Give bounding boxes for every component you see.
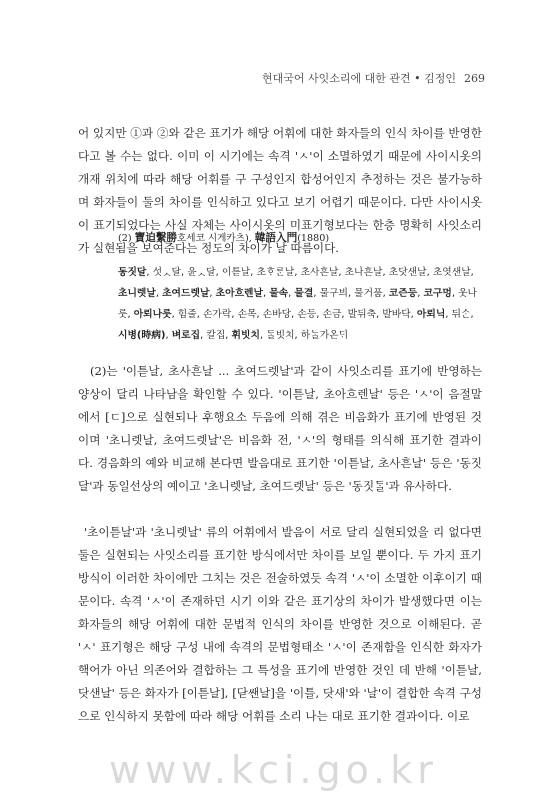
example-source-plain: 호세코 시게카츠),	[177, 233, 252, 244]
example-word: , 섯ᆺ달, 윤ᆺ달, 이튿날, 초ᄒᆞᄅᆞᆫ날, 초사흔날, 초나흔날, 초닷샌날, 초엿샌날,	[146, 267, 474, 278]
example-book-title: 韓語入門	[254, 232, 298, 244]
example-word-bold: 아뢰나룻	[133, 309, 172, 320]
example-word: , 물구븨, 물거품,	[313, 288, 389, 299]
example-year: (1880)	[297, 233, 330, 244]
example-word: ,	[262, 288, 270, 299]
example-word: , ᄃᆞᆯ빗치, 하ᄂᆞᆯ가온ᄃᆡ	[259, 330, 349, 341]
example-word: ,	[417, 288, 424, 299]
example-word: , 칼집,	[200, 330, 232, 341]
paragraph-1: 어 있지만 ①과 ②와 같은 표기가 해당 어휘에 대한 화자들의 인식 차이를 반영한다고 볼 수는 없다. 이미 이 시기에는 속격 'ㅅ'이 소멸하였기 때문에 사이시옷의 개재 위치에 따라 해당 어휘를 구 구성인지 합성어인지 추정하는 것은 불가능하며 화자들이 둘의 차이를 인식하고 있다고 보기 어렵기 때문이다. 다만 사이시옷이 표기되었다는 사실 자체는 사이시옷의 미표기형보다는 한층 명확히 사잇소리가 실현됨을 보여준다는 정도의 차이가 날 따름이다.	[78, 126, 482, 255]
example-word-bold: 초아흐렌날	[215, 288, 263, 299]
example-word: , 웃나룻,	[118, 288, 477, 320]
example-word-bold: 벼로집	[171, 330, 201, 341]
example-word: ,	[155, 288, 163, 299]
example-word-bold: 초니렛날	[118, 288, 156, 299]
example-source-bold: 寶迫繫勝	[134, 232, 178, 244]
example-word-list	[118, 262, 484, 346]
paragraph-3: '초이튿날'과 '초니렛날' 류의 어휘에서 발음이 서로 달리 실현되었을 리 없다면 둘은 실현되는 사잇소리를 표기한 방식에서만 차이를 보일 뿐이다. 두 가지 표기 방식이 이러한 차이에만 그치는 것은 전술하였듯 속격 'ㅅ'이 소멸한 이후이기 때문이다. 속격 'ㅅ'이 존재하던 시기 이와 같은 표기상의 차이가 발생했다면 이는 화자들의 해당 어휘에 대한 문법적 인식의 차이를 반영한 것으로 이해된다. 곧 'ㅅ' 표기형은 해당 구성 내에 속격의 문법형태소 'ㅅ'이 존재함을 인식한 화자가 핵어가 아닌 의존어와 결합하는 그 특성을 표기에 반영한 것인 데 반해 '이튿날, 닷샌날' 등은 화자가 [이튿날], [닫쌘날]을 '이틀, 닷새'와 '날'이 결합한 속격 구성으로 인식하지 못함에 따라 해당 어휘를 소리 나는 대로 표기한 결과이다. 이로	[78, 525, 482, 723]
page-number: 269	[464, 72, 485, 85]
example-word-bold: 초여드렛날	[162, 288, 210, 299]
example-word: ,	[209, 288, 216, 299]
running-header	[262, 70, 485, 86]
example-word-bold: 아뢰닉	[416, 309, 446, 320]
paragraph-2: (2)는 '이튿날, 초사흔날 ... 초여드렛날'과 같이 사잇소리를 표기에 반영하는 양상이 달리 나타남을 확인할 수 있다. '이튿날, 초아흐렌날' 등은 'ㅅ'이 음절말에서 [ㄷ]으로 실현되나 후행요소 두음에 의해 겪은 비음화가 표기에 반영된 것이며 '초니렛날, 초여드렛날'은 비음화 전, 'ㅅ'의 형태를 의식해 표기한 결과이다. 경음화의 예와 비교해 본다면 발음대로 표기한 '이튿날, 초사흔날' 등은 '동짓달'과 동일선상의 예이고 '초니렛날, 초여드렛날' 등은 '동짓ᄃᆞᆯ'과 유사하다.	[78, 364, 482, 493]
example-number: (2)	[118, 233, 132, 244]
watermark: www.kci.go.kr	[109, 748, 438, 792]
example-word-bold: 휘빗치	[231, 330, 260, 341]
running-title: 현대국어 사잇소리에 대한 관견 • 김정인	[262, 72, 456, 85]
example-word: , 힘줄, 손가락, 손목, 손바당, 손등, 손금, 발뒤축, 발바닥,	[171, 309, 417, 320]
example-word-bold: 코구멍	[423, 288, 452, 299]
example-word-bold: 물속	[269, 288, 289, 299]
example-word-bold: 물결	[294, 288, 314, 299]
example-word: , 뒤ᄉᆞᆫ,	[445, 309, 474, 320]
example-word-bold: 코즌등	[388, 288, 418, 299]
example-word: ,	[165, 330, 172, 341]
example-word: ,	[288, 288, 295, 299]
example-word-bold: 동짓달	[118, 267, 147, 278]
example-heading	[118, 230, 329, 247]
example-word-bold: 시병(時病)	[118, 330, 166, 341]
